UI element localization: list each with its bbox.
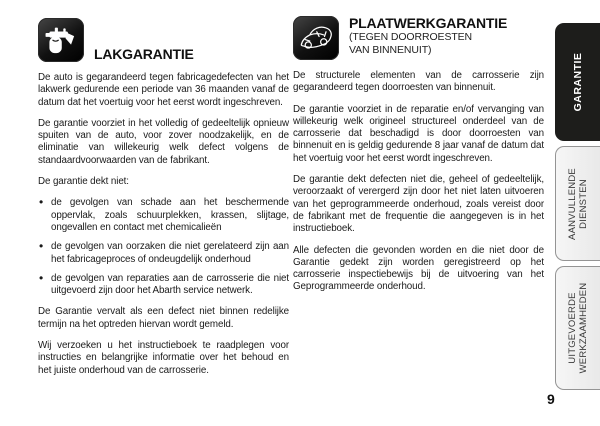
exclusion-list [38,197,289,297]
paragraph: Wij verzoeken u het instructieboek te raadplegen voor instructies en belangrijke informatie over het behoud en het juiste onderhoud van de carrosserie. [38,340,289,376]
tab-aanvullende-diensten [555,146,600,261]
plaatwerkgarantie-header [293,16,544,62]
page-number: 9 [547,391,555,407]
tab-label: AANVULLENDE DIENSTEN [567,167,589,240]
paragraph: De garantie voorziet in het volledig of gedeeltelijk opnieuw spuiten van de auto, voor zover noodzakelijk, en de eliminatie van willekeurig welk defect volgens de standaardvoorwaarden van de fabrikant. [38,117,289,166]
tab-garantie [555,23,600,141]
car-body-icon [293,16,339,60]
list-item: • de gevolgen van schade aan het beschermende oppervlak, zoals schuurplekken, krassen, slijtage, ongevallen en contact met chemicalieën [38,197,289,234]
tab-label: UITGEVOERDE WERKZAAMHEDEN [567,282,589,374]
lakgarantie-header [38,18,289,64]
spray-gun-icon [38,18,84,62]
paragraph: De garantie dekt defecten niet die, geheel of gedeeltelijk, veroorzaakt of verergerd zijn door het niet laten uitvoeren van het geprogrammeerde onderhoud, zoals vereist door de fabrikant met de frequentie die aangegeven is in het instructieboek. [293,174,544,235]
lakgarantie-section [38,18,289,386]
tab-label: GARANTIE [571,52,584,112]
list-item: • de gevolgen van reparaties aan de carrosserie die niet uitgevoerd zijn door het Abarth service netwerk. [38,273,289,298]
paragraph: De garantie voorziet in de reparatie en/of vervanging van willekeurig welk origineel structureel onderdeel van de carrosserie dat beschadigd is door doorroesten van binnenuit en is geldig gedurende 8 jaar vanaf de datum dat het voertuig voor het eerst wordt ingeschreven. [293,103,544,164]
title-block [349,16,507,62]
section-subtitle [349,31,507,57]
subtitle-line: VAN BINNENUIT) [349,44,432,57]
paragraph: De auto is gegarandeerd tegen fabricagedefecten van het lakwerk gedurende een periode van 36 maanden vanaf de datum dat het voertuig voor het eerst wordt ingeschreven. [38,72,289,108]
tab-uitgevoerde-werkzaamheden [555,266,600,390]
list-intro: De garantie dekt niet: [38,176,129,188]
paragraph: De Garantie vervalt als een defect niet binnen redelijke termijn na het optreden hiervan wordt gemeld. [38,306,289,330]
list-item: • de gevolgen van oorzaken die niet gerelateerd zijn aan het fabricageproces of ondeugdelijk onderhoud [38,241,289,266]
section-title-lakgarantie: LAKGARANTIE [94,45,194,62]
plaatwerkgarantie-section [293,16,544,303]
paragraph: De structurele elementen van de carrosserie zijn gegarandeerd tegen doorroesten van binnenuit. [293,70,544,94]
paragraph: Alle defecten die gevonden worden en die niet door de Garantie gedekt zijn worden geregistreerd op het carrosserie inspectiebewijs bij de uitvoering van het Geprogrammeerde onderhoud. [293,244,544,293]
subtitle-line: (TEGEN DOORROESTEN [349,31,473,44]
section-title-plaatwerkgarantie: PLAATWERKGARANTIE [349,15,508,31]
